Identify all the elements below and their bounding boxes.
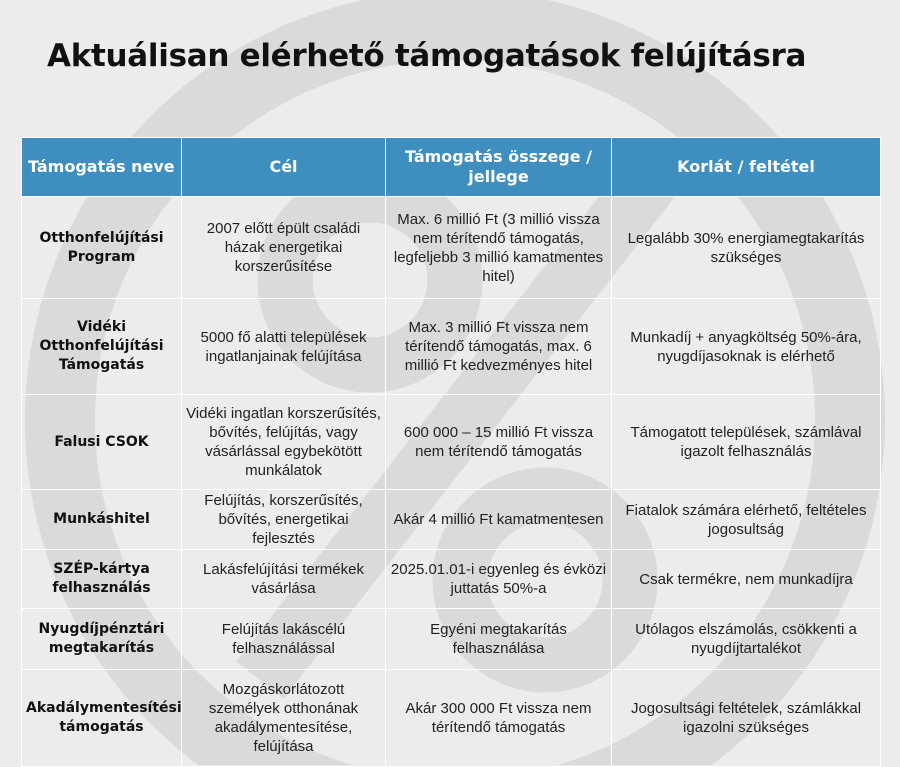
grant-goal: 2007 előtt épült családi házak energetikai korszerűsítése [182,197,386,299]
grant-name: Otthonfelújítási Program [22,197,182,299]
grant-amount: 2025.01.01-i egyenleg és évközi juttatás 50%-a [386,550,612,609]
grant-name: Falusi CSOK [22,395,182,490]
grant-name: Nyugdíjpénztári megtakarítás [22,609,182,670]
column-header-goal: Cél [182,138,386,197]
grant-amount: Egyéni megtakarítás felhasználása [386,609,612,670]
grant-amount: Akár 300 000 Ft vissza nem térítendő támogatás [386,670,612,767]
table-row [22,670,881,767]
grant-amount: Max. 6 millió Ft (3 millió vissza nem térítendő támogatás, legfeljebb 3 millió kamatmentes hitel) [386,197,612,299]
header-row [22,138,881,197]
grants-table [21,137,881,767]
column-header-condition: Korlát / feltétel [612,138,881,197]
table-row [22,550,881,609]
grant-name: SZÉP-kártya felhasználás [22,550,182,609]
grant-amount: Akár 4 millió Ft kamatmentesen [386,490,612,550]
grant-goal: Vidéki ingatlan korszerűsítés, bővítés, felújítás, vagy vásárlással egybekötött munkálatok [182,395,386,490]
page-title: Aktuálisan elérhető támogatások felújításra [47,38,807,74]
grant-condition: Csak termékre, nem munkadíjra [612,550,881,609]
table-row [22,609,881,670]
grant-goal: Felújítás lakáscélú felhasználással [182,609,386,670]
grant-condition: Legalább 30% energiamegtakarítás szükséges [612,197,881,299]
table-row [22,490,881,550]
grant-amount: Max. 3 millió Ft vissza nem térítendő támogatás, max. 6 millió Ft kedvezményes hitel [386,299,612,395]
grant-name: Vidéki Otthonfelújítási Támogatás [22,299,182,395]
grant-goal: Lakásfelújítási termékek vásárlása [182,550,386,609]
table-row [22,395,881,490]
grant-condition: Fiatalok számára elérhető, feltételes jogosultság [612,490,881,550]
grant-amount: 600 000 – 15 millió Ft vissza nem térítendő támogatás [386,395,612,490]
grant-condition: Támogatott települések, számlával igazolt felhasználás [612,395,881,490]
grant-name: Munkáshitel [22,490,182,550]
grant-goal: Mozgáskorlátozott személyek otthonának akadálymentesítése, felújítása [182,670,386,767]
column-header-amount: Támogatás összege / jellege [386,138,612,197]
grant-condition: Munkadíj + anyagköltség 50%-ára, nyugdíjasoknak is elérhető [612,299,881,395]
column-header-name: Támogatás neve [22,138,182,197]
grant-condition: Jogosultsági feltételek, számlákkal igazolni szükséges [612,670,881,767]
grant-name: Akadálymentesítési támogatás [22,670,182,767]
table-row [22,197,881,299]
grant-condition: Utólagos elszámolás, csökkenti a nyugdíjtartalékot [612,609,881,670]
grant-goal: 5000 fő alatti települések ingatlanjainak felújítása [182,299,386,395]
table-row [22,299,881,395]
grant-goal: Felújítás, korszerűsítés, bővítés, energetikai fejlesztés [182,490,386,550]
